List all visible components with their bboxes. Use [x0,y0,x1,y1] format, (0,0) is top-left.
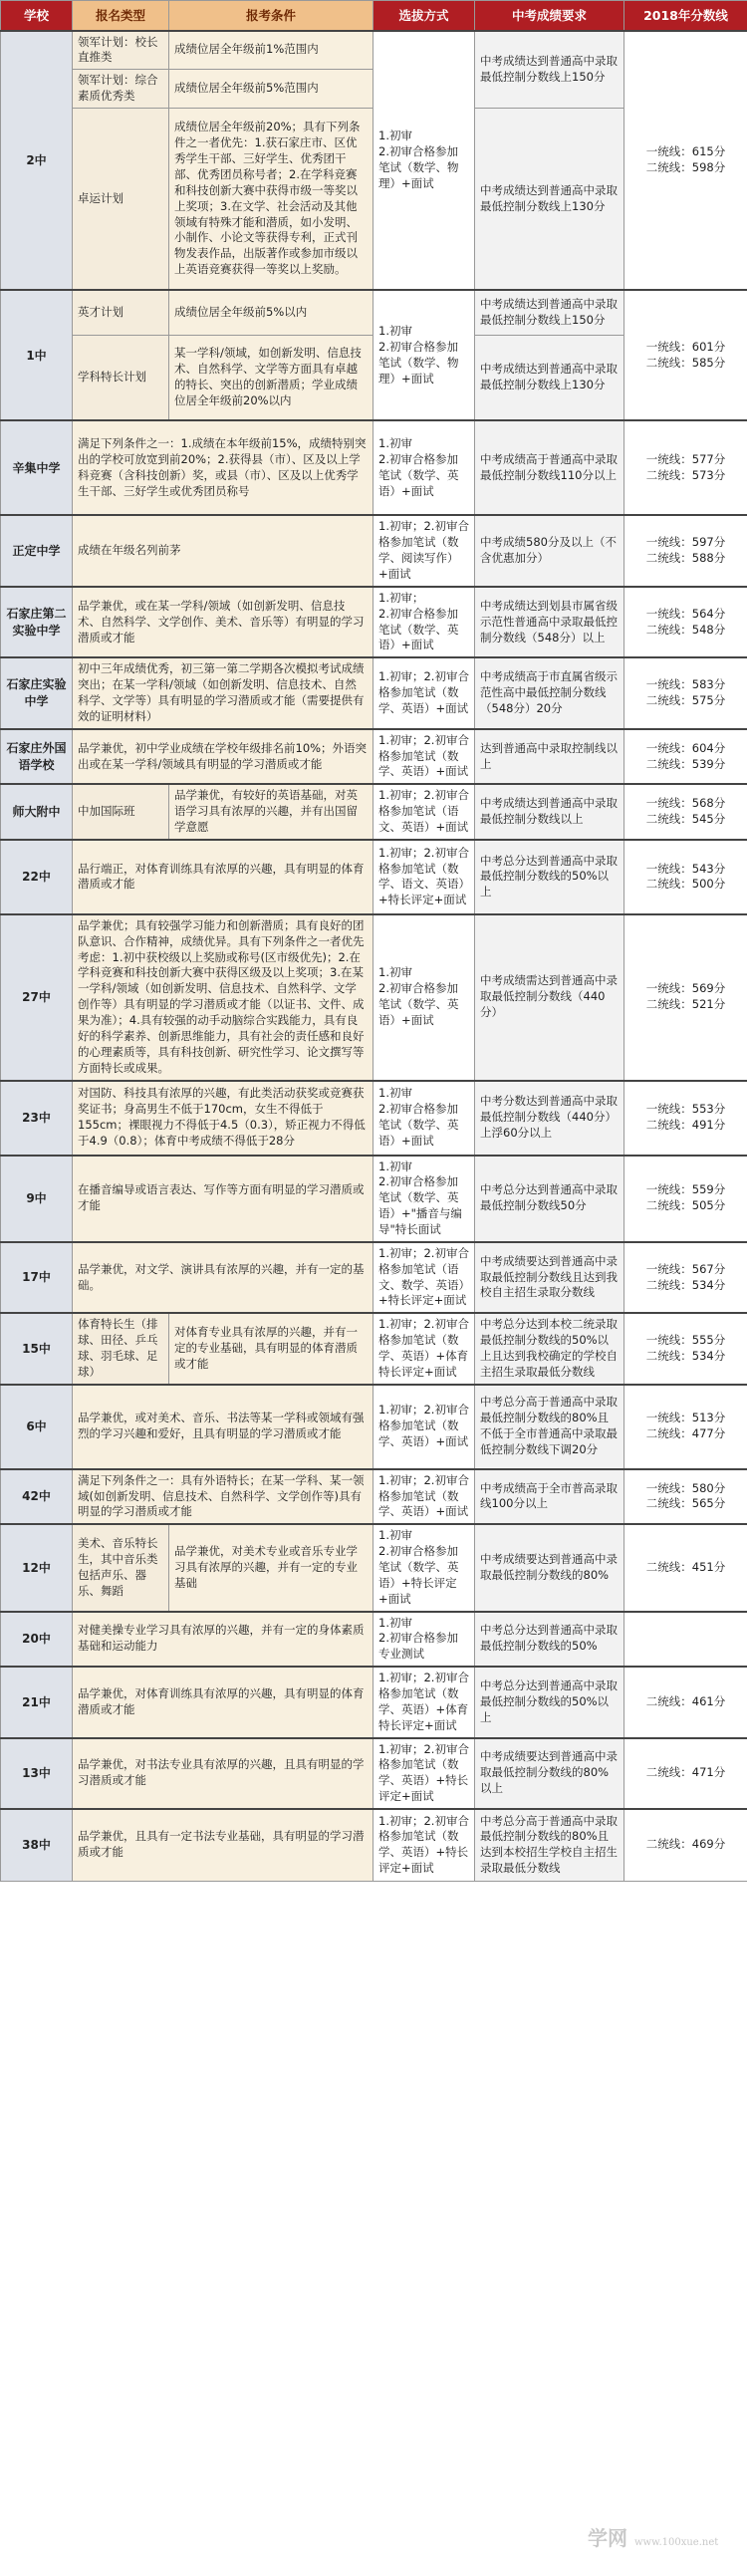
admission-conditions: 品学兼优，对文学、演讲具有浓厚的兴趣，并有一定的基础。 [73,1242,374,1313]
school-name: 1中 [1,290,73,420]
cutoff-line-2: 二统线：573分 [645,467,726,482]
admission-conditions: 成绩在年级名列前茅 [73,515,374,586]
cutoff-scores [624,1612,747,1668]
score-requirement: 中考成绩达到普通高中录取最低控制分数线上130分 [475,335,624,420]
cutoff-line-1: 一统线：567分 [645,1261,726,1276]
cutoff-line-1: 一统线：583分 [645,677,726,692]
table-row [1,1809,747,1881]
school-name: 石家庄第二实验中学 [1,587,73,657]
selection-method: 1.初审 2.初审合格参加笔试（数学、英语）+"播音与编导"特长面试 [374,1156,475,1242]
cutoff-scores [624,840,747,914]
admission-conditions: 成绩位居全年级前20%；具有下列条件之一者优先：1.获石家庄市、区优秀学生干部、三好学生、优秀团干部、优秀团员称号者；2.在学科竞赛和科技创新大赛中获得市级一等奖以上奖项；3.在文学、社会活动及其他领域有特殊才能和潜质，如小发明、小制作、小论文等获得专利，正式刊物发表作品，出版著作或参加市级以上英语竞赛获得一等奖以上奖励。 [169,108,374,290]
school-name: 23中 [1,1081,73,1156]
school-name: 15中 [1,1313,73,1384]
cutoff-scores [624,1809,747,1881]
header-conditions: 报考条件 [169,1,374,31]
selection-method: 1.初审 2.初审合格参加笔试（数学、英语）+面试 [374,1081,475,1156]
selection-method: 1.初审 2.初审合格参加笔试（数学、物理）+面试 [374,290,475,420]
cutoff-scores [624,657,747,728]
cutoff-line-2: 二统线：477分 [645,1426,726,1441]
cutoff-line-1: 二统线：451分 [645,1559,726,1574]
cutoff-line-1: 一统线：569分 [645,981,726,996]
admission-conditions: 初中三年成绩优秀，初三第一第二学期各次模拟考试成绩突出；在某一学科/领域（如创新发明、信息技术、自然科学、文学等）具有明显的学习潜质或才能（需要提供有效的证明材料） [73,657,374,728]
cutoff-line-1: 一统线：615分 [645,144,726,159]
cutoff-scores [624,31,747,291]
table-row [1,587,747,657]
cutoff-scores [624,1524,747,1611]
cutoff-scores [624,1667,747,1737]
school-name: 辛集中学 [1,420,73,515]
score-requirement: 中考总分高于普通高中录取最低控制分数线的80%且不低于全市普通高中录取最低控制分数线下调20分 [475,1385,624,1469]
score-requirement: 中考总分达到普通高中录取最低控制分数线的50% [475,1612,624,1668]
table-row [1,1612,747,1668]
selection-method: 1.初审；2.初审合格参加笔试（数学、英语）+体育特长评定+面试 [374,1667,475,1737]
admission-type: 中加国际班 [73,784,169,840]
table-row [1,729,747,785]
school-name: 27中 [1,914,73,1081]
table-row [1,1081,747,1156]
cutoff-line-1: 一统线：601分 [645,340,726,355]
score-requirement: 中考成绩达到普通高中录取最低控制分数线以上 [475,784,624,840]
score-requirement: 中考总分高于普通高中录取最低控制分数线的80%且达到本校招生学校自主招生录取最低分数线 [475,1809,624,1881]
admission-conditions: 对健美操专业学习具有浓厚的兴趣，并有一定的身体素质基础和运动能力 [73,1612,374,1668]
score-requirement: 中考成绩需达到普通高中录取最低控制分数线（440分） [475,914,624,1081]
score-requirement: 中考成绩580分及以上（不含优惠加分） [475,515,624,586]
cutoff-line-1: 二统线：469分 [645,1837,726,1852]
cutoff-scores [624,1738,747,1809]
school-name: 13中 [1,1738,73,1809]
admission-type: 领军计划：综合素质优秀类 [73,70,169,109]
score-requirement: 中考成绩达到普通高中录取最低控制分数线上150分 [475,290,624,335]
score-requirement: 中考成绩高于全市普高录取线100分以上 [475,1469,624,1525]
school-name: 17中 [1,1242,73,1313]
cutoff-scores [624,290,747,420]
school-name: 22中 [1,840,73,914]
school-name: 6中 [1,1385,73,1469]
cutoff-line-2: 二统线：565分 [645,1496,726,1511]
admission-conditions: 品学兼优，对体育训练具有浓厚的兴趣，具有明显的体育潜质或才能 [73,1667,374,1737]
cutoff-scores [624,1469,747,1525]
admission-type: 卓运计划 [73,108,169,290]
table-header-row [1,1,747,31]
table-row [1,515,747,586]
school-name: 21中 [1,1667,73,1737]
admission-type: 英才计划 [73,290,169,335]
admission-conditions: 品行端正，对体育训练具有浓厚的兴趣，具有明显的体育潜质或才能 [73,840,374,914]
school-name: 38中 [1,1809,73,1881]
cutoff-line-2: 二统线：491分 [645,1118,726,1132]
header-type: 报名类型 [73,1,169,31]
selection-method: 1.初审；2.初审合格参加笔试（数学、英语）+面试 [374,1385,475,1469]
cutoff-scores [624,420,747,515]
cutoff-line-1: 一统线：568分 [645,796,726,811]
cutoff-line-2: 二统线：500分 [645,877,726,892]
cutoff-scores [624,914,747,1081]
table-row [1,1156,747,1242]
cutoff-line-1: 一统线：559分 [645,1182,726,1197]
cutoff-scores [624,587,747,657]
cutoff-scores [624,1313,747,1384]
score-requirement: 中考总分达到普通高中录取最低控制分数线50分 [475,1156,624,1242]
cutoff-line-2: 二统线：588分 [645,551,726,566]
cutoff-line-1: 一统线：555分 [645,1333,726,1348]
cutoff-line-2: 二统线：545分 [645,812,726,827]
admission-type: 美术、音乐特长生，其中音乐类包括声乐、器乐、舞蹈 [73,1524,169,1611]
cutoff-scores [624,515,747,586]
admission-conditions: 成绩位居全年级前5%以内 [169,290,374,335]
selection-method: 1.初审 2.初审合格参加笔试（数学、英语）+面试 [374,420,475,515]
table-row [1,290,747,335]
cutoff-line-2: 二统线：548分 [645,622,726,637]
table-row [1,657,747,728]
table-row [1,914,747,1081]
admission-conditions: 品学兼优，对书法专业具有浓厚的兴趣，且具有明显的学习潜质或才能 [73,1738,374,1809]
school-name: 12中 [1,1524,73,1611]
cutoff-line-1: 一统线：553分 [645,1102,726,1117]
cutoff-line-2: 二统线：534分 [645,1348,726,1363]
admission-conditions: 品学兼优，或对美术、音乐、书法等某一学科或领域有强烈的学习兴趣和爱好，且具有明显的学习潜质或才能 [73,1385,374,1469]
cutoff-line-1: 一统线：513分 [645,1411,726,1425]
selection-method: 1.初审；2.初审合格参加笔试（数学、语文、英语）+特长评定+面试 [374,840,475,914]
score-requirement: 达到普通高中录取控制线以上 [475,729,624,785]
cutoff-line-1: 一统线：597分 [645,535,726,550]
selection-method: 1.初审；2.初审合格参加笔试（语文、数学、英语）+特长评定+面试 [374,1242,475,1313]
cutoff-scores [624,729,747,785]
admission-type: 学科特长计划 [73,335,169,420]
table-row [1,1385,747,1469]
table-body [1,31,747,1882]
school-name: 师大附中 [1,784,73,840]
watermark-logo: 学网 www.100xue.net [588,2526,719,2550]
selection-method: 1.初审；2.初审合格参加笔试（数学、英语）+面试 [374,657,475,728]
score-requirement: 中考成绩要达到普通高中录取最低控制分数线的80%以上 [475,1738,624,1809]
selection-method: 1.初审；2.初审合格参加笔试（数学、英语）+特长评定+面试 [374,1809,475,1881]
admission-conditions: 成绩位居全年级前1%范围内 [169,31,374,70]
score-requirement: 中考成绩达到普通高中录取最低控制分数线上130分 [475,108,624,290]
table-row [1,31,747,70]
cutoff-line-2: 二统线：534分 [645,1277,726,1292]
admission-conditions: 某一学科/领域，如创新发明、信息技术、自然科学、文学等方面具有卓越的特长、突出的创新潜质；学业成绩位居全年级前20%以内 [169,335,374,420]
cutoff-line-1: 一统线：564分 [645,606,726,621]
admission-conditions: 在播音编导或语言表达、写作等方面有明显的学习潜质或才能 [73,1156,374,1242]
score-requirement: 中考成绩达到普通高中录取最低控制分数线上150分 [475,31,624,109]
score-requirement: 中考总分达到普通高中录取最低控制分数线的50%以上 [475,1667,624,1737]
cutoff-line-1: 一统线：577分 [645,452,726,467]
score-requirement: 中考总分达到普通高中录取最低控制分数线的50%以上 [475,840,624,914]
selection-method: 1.初审 2.初审合格参加笔试（数学、英语）+面试 [374,914,475,1081]
score-requirement: 中考分数达到普通高中录取最低控制分数线（440分）上浮60分以上 [475,1081,624,1156]
cutoff-line-2: 二统线：598分 [645,159,726,174]
school-name: 42中 [1,1469,73,1525]
score-requirement: 中考成绩要达到普通高中录取最低控制分数线的80% [475,1524,624,1611]
selection-method: 1.初审； 2.初审合格参加笔试（数学、英语）+面试 [374,587,475,657]
selection-method: 1.初审 2.初审合格参加笔试（数学、英语）+特长评定+面试 [374,1524,475,1611]
table-row [1,1469,747,1525]
cutoff-line-1: 一统线：580分 [645,1480,726,1495]
admission-conditions: 满足下列条件之一：具有外语特长；在某一学科、某一领域(如创新发明、信息技术、自然科学、文学创作等)具有明显的学习潜质或才能 [73,1469,374,1525]
admission-conditions: 成绩位居全年级前5%范围内 [169,70,374,109]
table-row [1,1313,747,1384]
admission-conditions: 品学兼优，对美术专业或音乐专业学习具有浓厚的兴趣，并有一定的专业基础 [169,1524,374,1611]
selection-method: 1.初审；2.初审合格参加笔试（数学、英语）+面试 [374,729,475,785]
cutoff-line-2: 二统线：521分 [645,997,726,1012]
cutoff-line-1: 一统线：543分 [645,861,726,876]
admission-conditions: 品学兼优，或在某一学科/领域（如创新发明、信息技术、自然科学、文学创作、美术、音乐等）有明显的学习潜质或才能 [73,587,374,657]
cutoff-line-2: 二统线：575分 [645,693,726,708]
cutoff-scores [624,1081,747,1156]
header-score-requirement: 中考成绩要求 [475,1,624,31]
selection-method: 1.初审；2.初审合格参加笔试（数学、英语）+体育特长评定+面试 [374,1313,475,1384]
score-requirement: 中考成绩高于普通高中录取最低控制分数线110分以上 [475,420,624,515]
admission-conditions: 品学兼优，初中学业成绩在学校年级排名前10%；外语突出或在某一学科/领域具有明显的学习潜质或才能 [73,729,374,785]
score-requirement: 中考成绩要达到普通高中录取最低控制分数线且达到我校自主招生录取分数线 [475,1242,624,1313]
admission-conditions: 品学兼优，且具有一定书法专业基础，具有明显的学习潜质或才能 [73,1809,374,1881]
cutoff-line-2: 二统线：539分 [645,756,726,771]
admission-conditions: 品学兼优，有较好的英语基础，对英语学习具有浓厚的兴趣，并有出国留学意愿 [169,784,374,840]
header-school: 学校 [1,1,73,31]
admission-conditions: 对国防、科技具有浓厚的兴趣，有此类活动获奖或竞赛获奖证书；身高男生不低于170cm，女生不得低于155cm；裸眼视力不得低于4.5（0.3），矫正视力不得低于4.9（0.8）；体育中考成绩不得低于28分 [73,1081,374,1156]
admission-conditions: 品学兼优；具有较强学习能力和创新潜质；具有良好的团队意识、合作精神，成绩优异。具有下列条件之一者优先考虑：1.初中获校级以上奖励或称号(区市级优先)；2.在学科竞赛和科技创新大赛中获得区级及以上奖项；3.在某一学科/领域（如创新发明、信息技术、自然科学、文学创作等）具有明显的学习潜质或才能（以证书、文件、成果为准）；4.具有较强的动手动脑综合实践能力，具有良好的科学素养、创新思维能力，具有社会的责任感和良好的心理素质等，具有科技创新、研究性学习、论文撰写等方面特长或成果。 [73,914,374,1081]
selection-method: 1.初审；2.初审合格参加笔试（数学、阅读写作）+面试 [374,515,475,586]
school-name: 正定中学 [1,515,73,586]
school-name: 20中 [1,1612,73,1668]
cutoff-scores [624,1242,747,1313]
header-2018-cutoff: 2018年分数线 [624,1,747,31]
admission-type: 领军计划：校长直推类 [73,31,169,70]
cutoff-scores [624,784,747,840]
table-row [1,1667,747,1737]
cutoff-scores [624,1156,747,1242]
admission-conditions: 满足下列条件之一：1.成绩在本年级前15%，成绩特别突出的学校可放宽到前20%；2.获得县（市）、区及以上学科竞赛（含科技创新）奖，或县（市）、区及以上优秀学生干部、三好学生或优秀团员称号 [73,420,374,515]
selection-method: 1.初审 2.初审合格参加笔试（数学、物理）+面试 [374,31,475,291]
school-name: 9中 [1,1156,73,1242]
admission-conditions: 对体育专业具有浓厚的兴趣，并有一定的专业基础，具有明显的体育潜质或才能 [169,1313,374,1384]
table-row [1,1524,747,1611]
table-row [1,1738,747,1809]
cutoff-line-2: 二统线：585分 [645,355,726,370]
cutoff-line-1: 一统线：604分 [645,740,726,755]
selection-method: 1.初审 2.初审合格参加专业测试 [374,1612,475,1668]
table-row [1,420,747,515]
score-requirement: 中考成绩高于市直属省级示范性高中最低控制分数线（548分）20分 [475,657,624,728]
school-name: 2中 [1,31,73,291]
table-row [1,1242,747,1313]
table-row [1,784,747,840]
score-requirement: 中考成绩达到划县市属省级示范性普通高中录取最低控制分数线（548分）以上 [475,587,624,657]
selection-method: 1.初审；2.初审合格参加笔试（语文、英语）+面试 [374,784,475,840]
cutoff-scores [624,1385,747,1469]
header-method: 选拔方式 [374,1,475,31]
cutoff-line-1: 二统线：471分 [645,1765,726,1780]
school-name: 石家庄实验中学 [1,657,73,728]
admission-type: 体育特长生（排球、田径、乒乓球、羽毛球、足球） [73,1313,169,1384]
table-row [1,840,747,914]
cutoff-line-2: 二统线：505分 [645,1198,726,1213]
selection-method: 1.初审；2.初审合格参加笔试（数学、英语）+特长评定+面试 [374,1738,475,1809]
school-name: 石家庄外国语学校 [1,729,73,785]
score-requirement: 中考总分达到本校二统录取最低控制分数线的50%以上且达到我校确定的学校自主招生录取最低分数线 [475,1313,624,1384]
cutoff-line-1: 二统线：461分 [645,1693,726,1708]
selection-method: 1.初审；2.初审合格参加笔试（数学、英语）+面试 [374,1469,475,1525]
